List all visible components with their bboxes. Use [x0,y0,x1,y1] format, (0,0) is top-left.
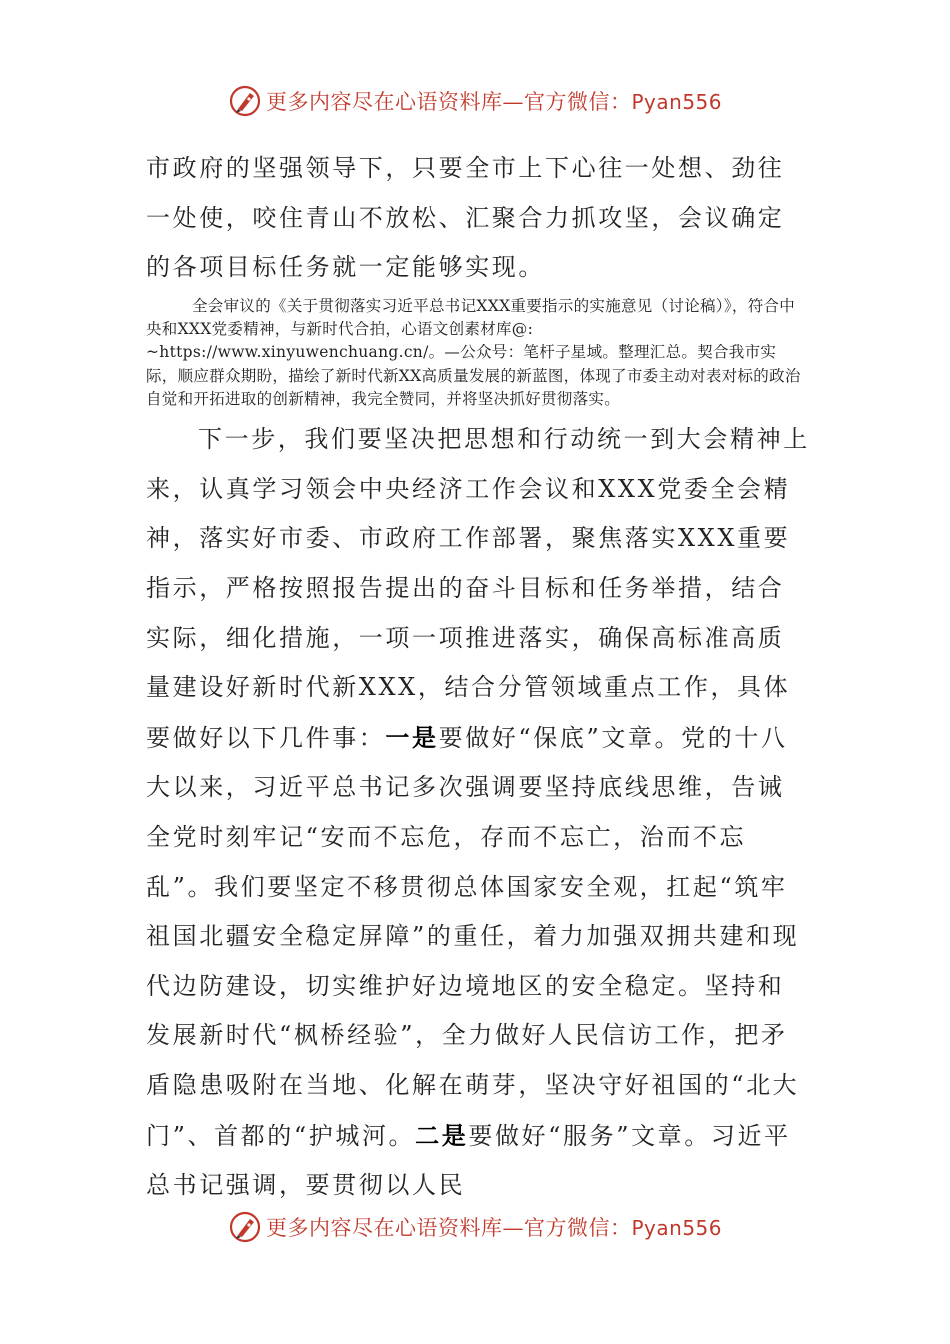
pen-nib-logo-icon [228,1210,262,1244]
paragraph-3-text: 下一步，我们要坚决把思想和行动统一到大会精神上来，认真学习领会中央经济工作会议和XXX党委全会精神，落实好市委、市政府工作部署，聚焦落实XXX重要指示，严格按照报告提出的奋斗目标和任务举措，结合实际，细化措施，一项一项推进落实，确保高标准高质量建设好新时代新XXX，结合分管领域重点工作，具体要做好以下几件事： [146,425,810,752]
paragraph-1: 市政府的坚强领导下，只要全市上下心往一处想、劲往一处使，咬住青山不放松、汇聚合力抓攻坚，会议确定的各项目标任务就一定能够实现。 [146,154,785,282]
footer-banner [0,1210,950,1244]
point-2-text: 要做好“服务”文章。习近平总书记强调，要贯彻以人民 [146,1121,791,1200]
banner-text [266,86,722,116]
point-1-label: 一是 [385,722,439,752]
pen-nib-logo-icon [228,84,262,118]
document-body [146,144,810,1211]
paragraph-2-inserted [146,295,806,411]
point-2-label: 二是 [415,1120,469,1150]
paragraph-3 [146,415,810,1211]
banner-text [266,1212,722,1242]
banner-prefix: 更多内容尽在心语资料库—官方微信： [265,1216,632,1240]
wechat-id: Pyan556 [631,90,722,114]
paragraph-2-text: 全会审议的《关于贯彻落实习近平总书记XXX重要指示的实施意见（讨论稿）》，符合中央和XXX党委精神，与新时代合拍，心语文创素材库@: ~https://www.xinyuwenchuang.cn/。—公众号：笔杆子星域。整理汇总。契合我市实际，顺应群众期盼，描绘了新时代新XX高质量发展的新蓝图，体现了市委主动对表对标的政治自觉和开拓进取的创新精神，我完全赞同，并将坚决抓好贯彻落实。 [146,296,801,408]
banner-prefix: 更多内容尽在心语资料库—官方微信： [265,90,632,114]
wechat-id: Pyan556 [631,1216,722,1240]
header-banner [0,84,950,118]
point-1-text: 要做好“保底”文章。党的十八大以来，习近平总书记多次强调要坚持底线思维，告诫全党时刻牢记“安而不忘危，存而不忘亡，治而不忘乱”。我们要坚定不移贯彻总体国家安全观，扛起“筑牢祖国北疆安全稳定屏障”的重任，着力加强双拥共建和现代边防建设，切实维护好边境地区的安全稳定。坚持和发展新时代“枫桥经验”，全力做好人民信访工作，把矛盾隐患吸附在当地、化解在萌芽，坚决守好祖国的“北大门”、首都的“护城河。 [146,723,800,1150]
